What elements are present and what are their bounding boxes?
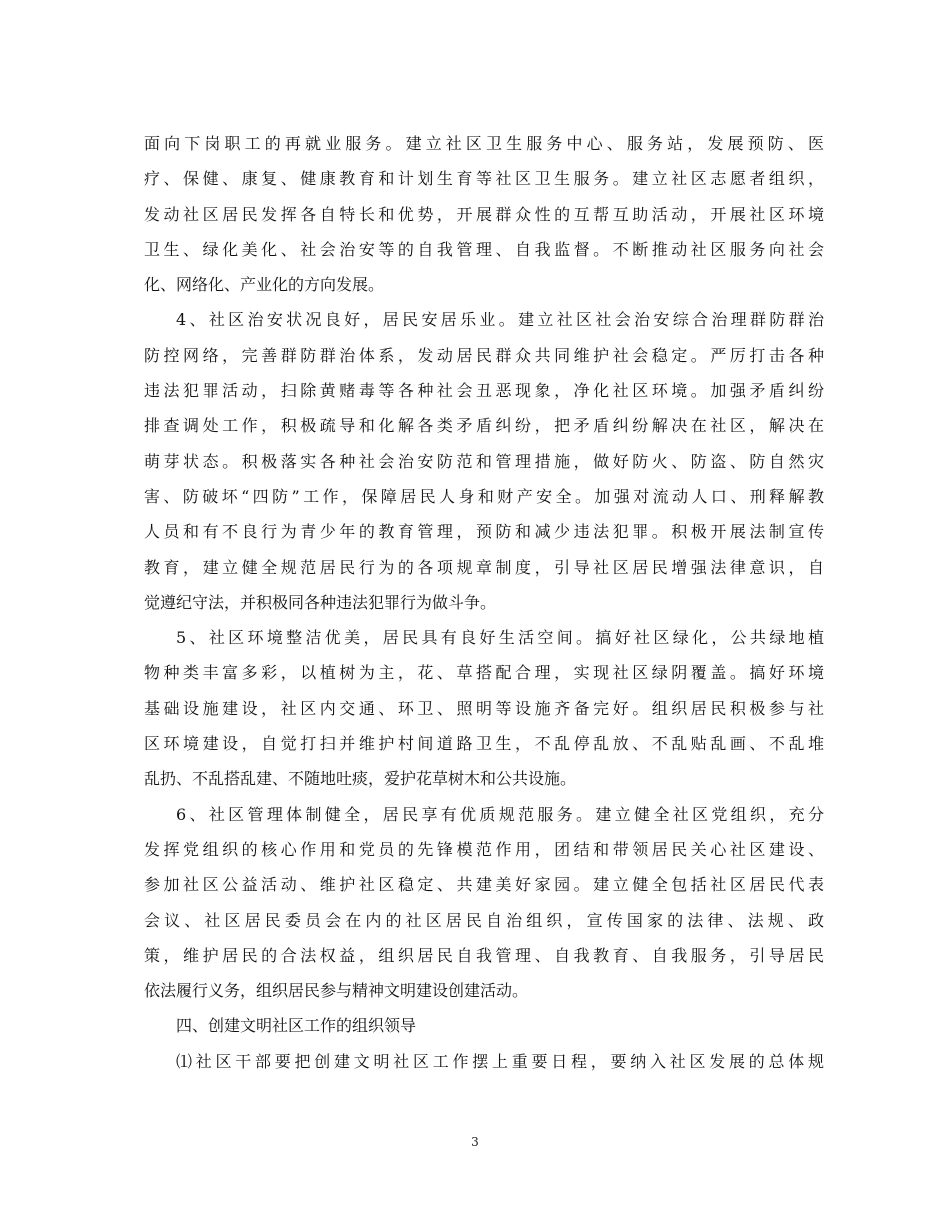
text-line: 人员和有不良行为青少年的教育管理，预防和减少违法犯罪。积极开展法制宣传	[144, 522, 824, 542]
text-line: 策，维护居民的合法权益，组织居民自我管理、自我教育、自我服务，引导居民	[144, 945, 824, 965]
text-line: 害、防破坏“四防”工作，保障居民人身和财产安全。加强对流动人口、刑释解教	[144, 486, 824, 506]
text-line: 疗、保健、康复、健康教育和计划生育等社区卫生服务。建立社区志愿者组织，	[144, 169, 824, 189]
text-line: 5、社区环境整洁优美，居民具有良好生活空间。搞好社区绿化，公共绿地植	[176, 628, 824, 648]
text-line: 教育，建立健全规范居民行为的各项规章制度，引导社区居民增强法律意识，自	[144, 557, 824, 577]
text-line: 化、网络化、产业化的方向发展。	[144, 275, 385, 295]
text-line: 面向下岗职工的再就业服务。建立社区卫生服务中心、服务站，发展预防、医	[144, 134, 824, 153]
document-body	[144, 126, 824, 1079]
page-number: 3	[471, 1135, 479, 1149]
text-line: 四、创建文明社区工作的组织领导	[176, 1016, 417, 1036]
text-line: 4、社区治安状况良好，居民安居乐业。建立社区社会治安综合治理群防群治	[176, 310, 824, 330]
text-line: 会议、社区居民委员会在内的社区居民自治组织，宣传国家的法律、法规、政	[144, 910, 824, 930]
text-line: 参加社区公益活动、维护社区稳定、共建美好家园。建立健全包括社区居民代表	[144, 875, 824, 895]
text-line: 觉遵纪守法，并积极同各种违法犯罪行为做斗争。	[144, 592, 497, 612]
text-line: 防控网络，完善群防群治体系，发动居民群众共同维护社会稳定。严厉打击各种	[144, 345, 824, 365]
text-line: 排查调处工作，积极疏导和化解各类矛盾纠纷，把矛盾纠纷解决在社区，解决在	[144, 416, 824, 436]
text-line: 6、社区管理体制健全，居民享有优质规范服务。建立健全社区党组织，充分	[176, 804, 824, 824]
text-line: 发动社区居民发挥各自特长和优势，开展群众性的互帮互助活动，开展社区环境	[144, 204, 824, 224]
text-line: 卫生、绿化美化、社会治安等的自我管理、自我监督。不断推动社区服务向社会	[144, 239, 824, 259]
text-line: 区环境建设，自觉打扫并维护村间道路卫生，不乱停乱放、不乱贴乱画、不乱堆	[144, 734, 824, 754]
text-line: 乱扔、不乱搭乱建、不随地吐痰，爱护花草树木和公共设施。	[144, 769, 577, 789]
text-line: ⑴社区干部要把创建文明社区工作摆上重要日程，要纳入社区发展的总体规	[176, 1051, 824, 1071]
text-line: 基础设施建设，社区内交通、环卫、照明等设施齐备完好。组织居民积极参与社	[144, 698, 824, 718]
text-line: 违法犯罪活动，扫除黄赌毒等各种社会丑恶现象，净化社区环境。加强矛盾纠纷	[144, 381, 824, 401]
text-line: 物种类丰富多彩，以植树为主，花、草搭配合理，实现社区绿阴覆盖。搞好环境	[144, 663, 824, 683]
text-line: 萌芽状态。积极落实各种社会治安防范和管理措施，做好防火、防盗、防自然灾	[144, 451, 824, 471]
text-line: 依法履行义务，组织居民参与精神文明建设创建活动。	[144, 981, 529, 1001]
text-line: 发挥党组织的核心作用和党员的先锋模范作用，团结和带领居民关心社区建设、	[144, 839, 824, 859]
